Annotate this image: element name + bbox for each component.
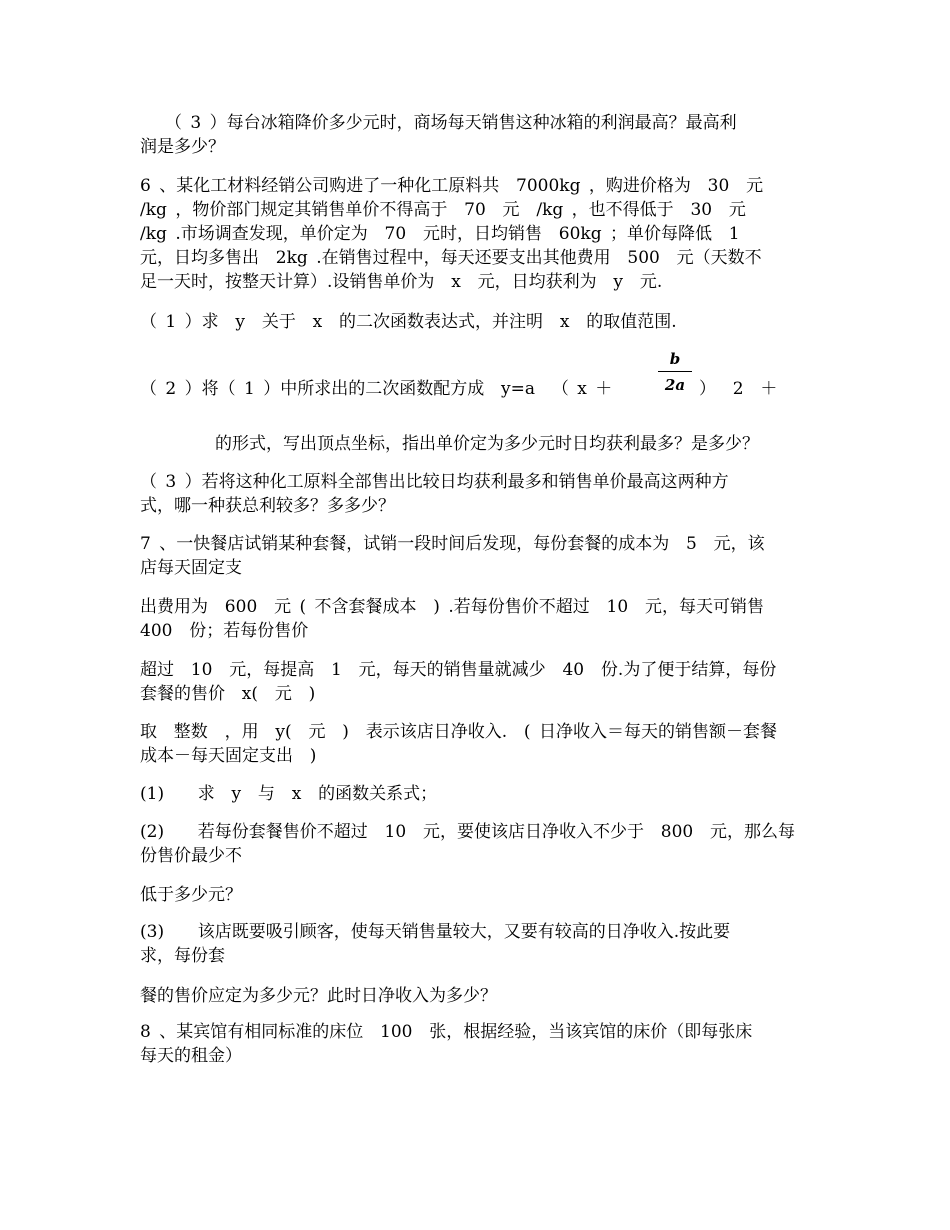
q6-part1: （ 1 ）求 y 关于 x 的二次函数表达式，并注明 x 的取值范围. [140,312,677,332]
q7-line3: 出费用为 600 元 ( 不含套餐成本 ) .若每份售价不超过 10 元，每天可销售 [140,597,764,617]
q7-line2: 店每天固定支 [140,558,242,578]
q7-line6: 套餐的售价 x( 元 ) [140,684,316,704]
q7-part1: (1) 求 y 与 x 的函数关系式； [140,784,438,804]
fraction-numerator: b [669,350,681,368]
q8-line1: 8 、某宾馆有相同标准的床位 100 张，根据经验，当该宾馆的床价（即每张床 [140,1022,753,1042]
q6-part3-line1: （ 3 ）若将这种化工原料全部售出比较日均获利最多和销售单价最高这两种方 [140,472,729,492]
q7-line7: 取 整数 ，用 y( 元 ) 表示该店日净收入. ( 日净收入＝每天的销售额－套餐 [140,722,777,742]
q7-part3-line3: 餐的售价应定为多少元？此时日净收入为多少？ [140,986,497,1006]
q7-line1: 7 、一快餐店试销某种套餐，试销一段时间后发现，每份套餐的成本为 5 元，该 [140,534,765,554]
q7-part2-line1: (2) 若每份套餐售价不超过 10 元，要使该店日净收入不少于 800 元，那么每 [140,822,796,842]
q6-part2-line2: 的形式，写出顶点坐标，指出单价定为多少元时日均获利最多？是多少？ [215,434,759,454]
q6-line5: 足一天时，按整天计算）.设销售单价为 x 元，日均获利为 y 元. [140,272,663,292]
q6-line2: /kg ，物价部门规定其销售单价不得高于 70 元 /kg ，也不得低于 30 元 [140,200,746,220]
q6-line4: 元，日均多售出 2kg .在销售过程中，每天还要支出其他费用 500 元（天数不 [140,248,762,268]
q6-part3-line2: 式，哪一种获总利较多？多多少？ [140,496,395,516]
q7-line5: 超过 10 元，每提高 1 元，每天的销售量就减少 40 份.为了便于结算，每份 [140,660,777,680]
fraction-denominator: 2a [664,376,686,394]
q5-part3-line2: 润是多少？ [140,137,225,157]
q7-part3-line1: (3) 该店既要吸引顾客，使每天销售量较大，又要有较高的日净收入.按此要 [140,922,731,942]
q7-part2-line3: 低于多少元？ [140,885,242,905]
q7-part2-line2: 份售价最少不 [140,846,242,866]
q7-part3-line2: 求，每份套 [140,946,225,966]
fraction-bar [658,371,692,372]
fraction-b-over-2a [655,349,695,395]
q8-line2: 每天的租金） [140,1046,242,1066]
q6-line3: /kg .市场调查发现，单价定为 70 元时，日均销售 60kg ；单价每降低 1 [140,224,740,244]
q5-part3-line1: （ 3 ）每台冰箱降价多少元时，商场每天销售这种冰箱的利润最高？最高利 [165,113,737,133]
formula-tail: ） 2 ＋ [699,379,778,399]
q7-line4: 400 份；若每份售价 [140,621,309,641]
q7-line8: 成本－每天固定支出 ) [140,746,317,766]
q6-part2-line1: （ 2 ）将（ 1 ）中所求出的二次函数配方成 y=a （ x ＋ [140,379,613,399]
q6-line1: 6 、某化工材料经销公司购进了一种化工原料共 7000kg ，购进价格为 30 元 [140,176,764,196]
